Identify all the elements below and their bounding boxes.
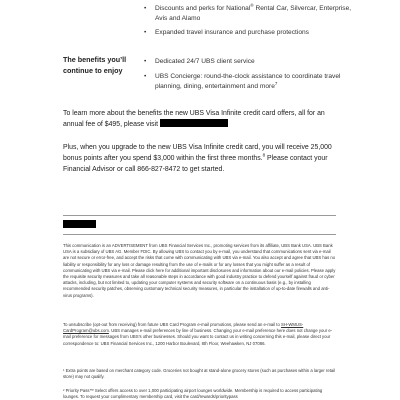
- learn-more-paragraph: To learn more about the benefits the new UBS Visa Infinite credit card offers, all for an annual fee of $495, please visit: [63, 110, 325, 129]
- bullet-glyph: •: [144, 58, 147, 65]
- bullet-glyph: •: [144, 29, 147, 36]
- unsubscribe-paragraph: To unsubscribe (opt-out from receiving) from future UBS Card Program e-mail promotions, please send an e-mail to SH-WMUS-CardProgram@ubs.com. UBS manages e-mail preferences by line of business. Changing your e-mail preference here does not change your e-mail preference for messages from UBS’s other businesses. Should you want to contact us in writing concerning this e-mail, please direct your correspondence to: UBS Financial Services Inc., 1200 Harbor Boulevard, 8th Floor, Weehawken, NJ 07086.: [63, 322, 333, 346]
- bullet-glyph: •: [144, 5, 147, 12]
- redacted-block: [63, 220, 96, 228]
- footnote-2: ² Priority Pass™ Select offers access to over 1,000 participating airport lounges worldwide. Membership is required to access participating lounges. To request your complimentary membership card, visit the card/rewards/prioritypass: [63, 388, 323, 400]
- unsubscribe-email-link[interactable]: SH-WMUS-CardProgram@ubs.com: [63, 322, 304, 334]
- disclaimer-paragraph: This communication is an ADVERTISEMENT from UBS Financial Services Inc., promoting services from its affiliate, UBS Bank USA. UBS Bank USA is a subsidiary of UBS AG. Member FDIC. By allowing UBS to contact you by e-mail, you understand that communications sent via e-mail are not secure or error-free, and accept the risks that come with communicating with UBS via e-mail. You also accept and agree that UBS has no liability or responsibility for any loss or damage resulting from the use of e-mails or for any losses that you might suffer as a result of communicating with UBS via e-mail. Please click here for additional important disclosures and information about our e-mail policies. Please apply the requisite security measures and take all reasonable steps in accordance with good industry practice to defend yourself against fraud or cyber attacks, including, but not limited to, updating your computer systems and security software on a continuous basis (e.g., by installing recommended security patches, observing customary technical security measures, in particular the installation of up-to-date firewalls and anti-virus programs).: [63, 243, 336, 298]
- benefits-heading: The benefits you’ll continue to enjoy: [63, 55, 127, 75]
- footnote-1: ¹ Extra points are based on merchant category code. Groceries not bought at stand-alone grocery stores (such as purchases within a larger retail store) may not qualify.: [63, 368, 336, 380]
- upgrade-paragraph: Plus, when you upgrade to the new UBS Visa Infinite credit card, you will receive 25,000 bonus points after you spend $3,000 within the first three months.$^8$ Please contact your Financial Advisor or call 866-827-8472 to get started.: [63, 144, 332, 174]
- section-divider: [63, 215, 336, 216]
- redacted-link[interactable]: [160, 119, 228, 127]
- bullet-glyph: •: [144, 73, 147, 80]
- section-divider: [63, 234, 336, 235]
- email-page: • Discounts and perks for National® Rental Car, Silvercar, Enterprise, Avis and Alamo • Expanded travel insurance and purchase protections The benefits you’ll continue to enjoy • Dedicated 24/7 UBS client service • UBS Concierge: round-the-clock assistance to coordinate travel planning, dining, entertainment and more$^7$ To learn more about the benefits the new UBS Visa Infinite credit card offers, all for an annual fee of $495, please visit Plus, when you upgrade to the new UBS Visa Infinite credit card, you will receive 25,000 bonus points after you spend $3,000 within the first three months.$^8$ Please contact your Financial Advisor or call 866-827-8472 to get started. This communication is an ADVERTISEMENT from UBS Financial Services Inc., promoting services from its affiliate, UBS Bank USA. UBS Bank USA is a subsidiary of UBS AG. Member FDIC. By allowing UBS to contact you by e-mail, you understand that communications sent via e-mail are not secure or error-free, and accept the risks that come with communicating with UBS via e-mail. You also accept and agree that UBS has no liability or responsibility for any loss or damage resulting from the use of e-mails or for any losses that you might suffer as a result of communicating with UBS via e-mail. Please click here for additional important disclosures and information about our e-mail policies. Please apply the requisite security measures and take all reasonable steps in accordance with good industry practice to defend yourself against fraud or cyber attacks, including, but not limited to, updating your computer systems and security software on a continuous basis (e.g., by installing recommended security patches, observing customary technical security measures, in particular the installation of up-to-date firewalls and anti-virus programs). To unsubscribe (opt-out from receiving) from future UBS Card Program e-mail promotions, please send an e-mail to SH-WMUS-CardProgram@ubs.com. UBS manages e-mail preferences by line of business. Changing your e-mail preference here does not change your e-mail preference for messages from UBS’s other businesses. Should you want to contact us in writing concerning this e-mail, please direct your correspondence to: UBS Financial Services Inc., 1200 Harbor Boulevard, 8th Floor, Weehawken, NJ 07086. ¹ Extra points are based on merchant category code. Groceries not bought at stand-alone grocery stores (such as purchases within a larger retail store) may not qualify. ² Priority Pass™ Select offers access to over 1,000 participating airport lounges worldwide. Membership is required to access participating lounges. To request your complimentary membership card, visit the card/rewards/prioritypass: [63, 2, 352, 400]
